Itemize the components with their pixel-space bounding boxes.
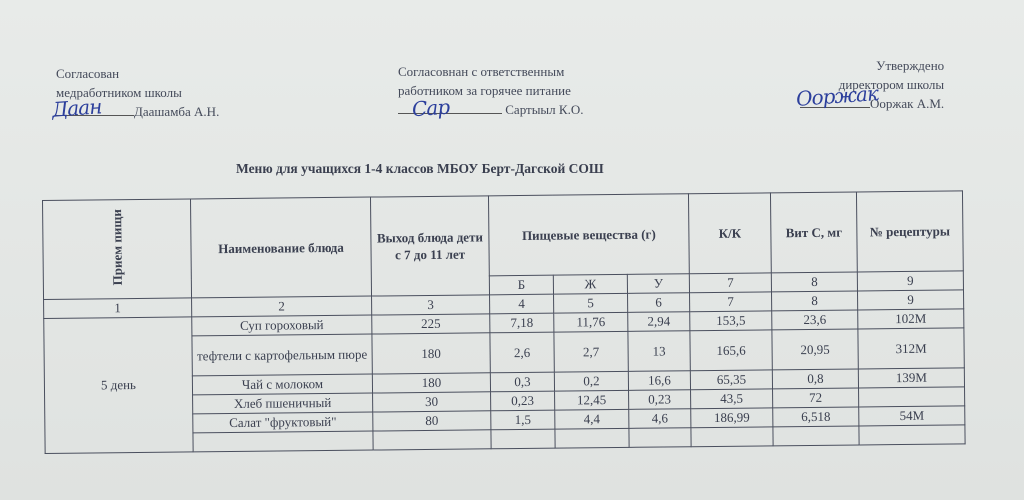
column-number: 3 (372, 295, 490, 315)
dish-fat: 11,76 (554, 312, 628, 332)
dish-recipe: 102М (858, 309, 964, 329)
approval-director-line2: директором школы (838, 77, 945, 92)
header-kk-num: 7 (689, 273, 771, 293)
column-number: 9 (857, 290, 963, 310)
header-b: Б (489, 275, 553, 295)
dish-vitc: 72 (773, 388, 859, 408)
dish-vitc: 6,518 (773, 407, 859, 427)
dish-kk: 186,99 (691, 408, 773, 428)
dish-kk: 65,35 (690, 370, 772, 390)
column-number: 7 (690, 292, 772, 312)
approval-director-line1: Утверждено (876, 58, 945, 73)
approval-medical-line2: медработником школы (56, 85, 182, 100)
header-kk: К/К (688, 193, 771, 274)
header-meal: Прием пищи (43, 199, 192, 300)
dish-output: 80 (373, 411, 491, 431)
approval-medical-line1: Согласован (56, 66, 120, 81)
dish-carbs: 13 (628, 331, 690, 372)
dish-name: тефтели с картофельным пюре (192, 334, 372, 376)
dish-vitc: 23,6 (772, 310, 858, 330)
approval-food-line2: работником за горячее питание (398, 83, 571, 98)
dish-output: 30 (373, 392, 491, 412)
dish-output: 180 (372, 373, 490, 393)
dish-protein: 0,3 (490, 372, 554, 392)
dish-protein: 0,23 (491, 391, 555, 411)
dish-recipe: 312М (858, 328, 964, 369)
dish-name: Суп гороховый (192, 315, 372, 336)
approval-food-name: Сартыыл К.О. (505, 102, 584, 117)
header-zh: Ж (553, 274, 627, 294)
dish-carbs: 0,23 (629, 390, 691, 410)
column-number: 6 (628, 293, 690, 313)
signature-medical: Даан (51, 94, 103, 122)
dish-fat: 0,2 (554, 371, 628, 391)
column-number: 5 (554, 293, 628, 313)
dish-kk: 165,6 (690, 330, 772, 371)
header-output: Выход блюда дети с 7 до 11 лет (370, 196, 489, 296)
approval-food-line1: Согласовнан с ответственным (398, 64, 565, 79)
approval-director-name: Ооржак А.М. (870, 96, 945, 111)
column-number: 1 (44, 298, 192, 319)
dish-protein: 7,18 (490, 313, 554, 333)
dish-carbs: 4,6 (629, 409, 691, 429)
dish-protein: 2,6 (490, 332, 554, 373)
header-dish: Наименование блюда (190, 197, 371, 298)
dish-fat: 2,7 (554, 331, 628, 372)
dish-protein: 1,5 (491, 410, 555, 430)
column-number: 4 (490, 294, 554, 314)
dish-recipe (859, 387, 965, 407)
header-u: У (627, 274, 689, 294)
dish-recipe: 54М (859, 406, 965, 426)
approval-medical-name: Даашамба А.Н. (134, 104, 220, 119)
dish-carbs: 16,6 (628, 371, 690, 391)
dish-vitc: 20,95 (772, 329, 858, 370)
column-number: 2 (192, 296, 372, 317)
header-nutrients: Пищевые вещества (г) (488, 194, 689, 276)
dish-recipe: 139М (858, 368, 964, 388)
dish-kk: 43,5 (691, 389, 773, 409)
header-recipe-num: 9 (857, 271, 963, 291)
dish-output: 180 (372, 333, 490, 374)
header-vitc: Вит С, мг (770, 192, 857, 273)
menu-table (42, 190, 966, 454)
signature-director: Ооржак (795, 81, 879, 111)
dish-fat: 12,45 (555, 390, 629, 410)
header-vitc-num: 8 (771, 272, 857, 292)
column-number: 8 (772, 291, 858, 311)
header-recipe: № рецептуры (856, 191, 963, 272)
dish-name: Хлеб пшеничный (193, 393, 373, 414)
dish-carbs: 2,94 (628, 312, 690, 332)
dish-name: Чай с молоком (192, 374, 372, 395)
dish-kk: 153,5 (690, 311, 772, 331)
page-title: Меню для учащихся 1-4 классов МБОУ Берт-Дагской СОШ (236, 161, 604, 176)
day-label: 5 день (44, 317, 193, 454)
dish-output: 225 (372, 314, 490, 334)
dish-fat: 4,4 (555, 409, 629, 429)
dish-name: Салат "фруктовый" (193, 412, 373, 433)
dish-vitc: 0,8 (772, 369, 858, 389)
signature-food: Сар (411, 94, 450, 122)
